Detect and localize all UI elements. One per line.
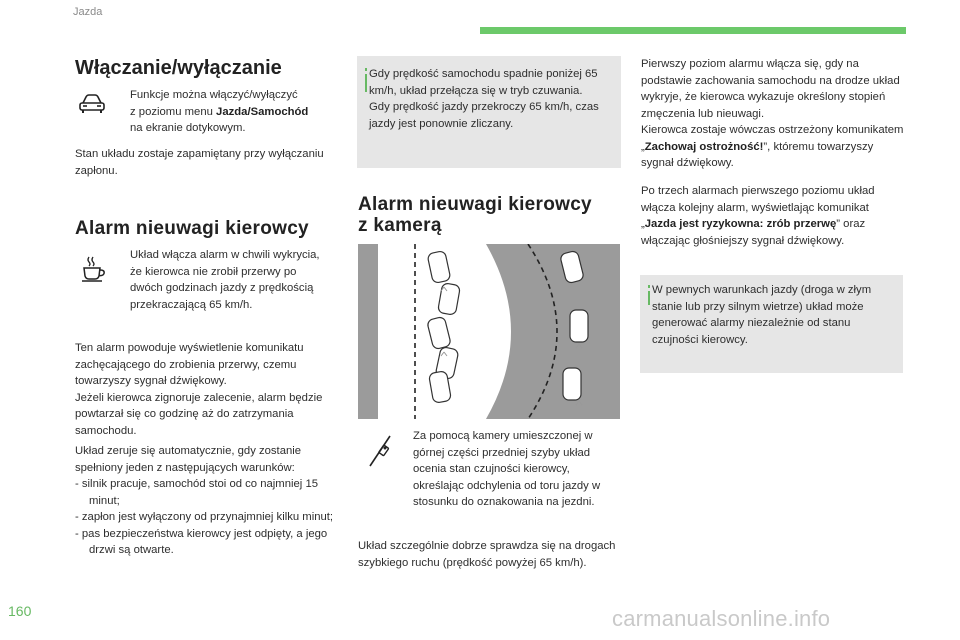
caution-message: Zachowaj ostrożność!: [644, 140, 764, 153]
camera-icon: [368, 434, 394, 468]
lane-deviation-illustration: [358, 244, 620, 419]
reset-conditions-paragraph: Układ zeruje się automatycznie, gdy zostanie spełniony jeden z następujących warunków: - silnik pracuje, samochód stoi od co najmniej 15 minut; - zapłon jest wyłączony od przynajmniej kilku minut; - pas bezpieczeństwa kierowcy jest odpięty, a jego drzwi są otwarte.: [75, 443, 337, 559]
section-header: Jazda: [73, 6, 103, 18]
camera-description: Za pomocą kamery umieszczonej w górnej części przedniej szyby układ ocenia stan czujności kierowcy, określając odchylenia od toru jazdy w stosunku do oznakowania na jezdni.: [413, 430, 601, 508]
watermark: carmanualsonline.info: [612, 606, 831, 631]
first-level-alarm-paragraph: Pierwszy poziom alarmu włącza się, gdy na podstawie zachowania samochodu na drodze układ wykryje, że kierowca wykazuje określony stopień zmęczenia lub nieuwagi. Kierowca zostaje wówczas ostrzeżony komunikatem „Zachowaj ostrożność!”, któremu towarzyszy sygnał dźwiękowy.: [641, 58, 904, 169]
note-marker-bar: [648, 291, 650, 305]
motorway-suitability-text: Układ szczególnie dobrze sprawdza się na drogach szybkiego ruchu (prędkość powyżej 65 km/h).: [358, 540, 616, 569]
second-level-alarm-paragraph: Po trzech alarmach pierwszego poziomu układ włącza kolejny alarm, wyświetlając komunikat „Jazda jest ryzykowna: zrób przerwę” oraz włączając głośniejszy sygnał dźwiękowy.: [641, 185, 875, 247]
note-resume-text: Gdy prędkość jazdy przekroczy 65 km/h, czas jazdy jest ponownie zliczany.: [369, 101, 599, 130]
break-alarm-description: Układ włącza alarm w chwili wykrycia, że kierowca nie zrobił przerwy po dwóch godzinach jazdy z prędkością przekraczającą 65 km/h.: [130, 249, 320, 311]
alarm-message-paragraph: Ten alarm powoduje wyświetlenie komunikatu zachęcającego do zrobienia przerwy, czemu towarzyszy sygnał dźwiękowy. Jeżeli kierowca zignoruje zalecenie, alarm będzie powtarzał się co godzinę aż do zatrzymania samochodu.: [75, 342, 323, 437]
note-marker-dot: [648, 285, 650, 288]
take-break-message: Jazda jest ryzykowna: zrób przerwę: [644, 218, 837, 230]
reset-condition-item: - silnik pracuje, samochód stoi od co najmniej 15 minut;: [75, 478, 319, 507]
heading-enable-disable: Włączanie/wyłączanie: [75, 57, 282, 79]
heading-camera-alarm: Alarm nieuwagi kierowcy z kamerą: [358, 194, 592, 236]
speed-info-note: [357, 56, 621, 168]
header-accent-bar: [480, 27, 906, 34]
heading-driver-attention-alarm: Alarm nieuwagi kierowcy: [75, 218, 309, 239]
coffee-cup-icon: [80, 256, 106, 282]
conditions-warning-note: [640, 275, 903, 373]
page-number: 160: [8, 603, 32, 619]
enable-disable-instruction: Funkcje można włączyć/wyłączyć z poziomu menu Jazda/Samochód na ekranie dotykowym.: [130, 89, 309, 134]
conditions-warning-text: W pewnych warunkach jazdy (droga w złym stanie lub przy silnym wietrze) układ może generować alarmy niezależnie od stanu czujności kierowcy.: [652, 284, 872, 346]
note-marker-dot: [365, 68, 367, 71]
car-icon: [78, 93, 106, 115]
reset-condition-item: - zapłon jest wyłączony od przynajmniej kilku minut;: [75, 511, 334, 523]
note-standby-text: Gdy prędkość samochodu spadnie poniżej 65 km/h, układ przełącza się w tryb czuwania.: [369, 68, 598, 97]
note-marker-bar: [365, 74, 367, 92]
state-memory-text: Stan układu zostaje zapamiętany przy wyłączaniu zapłonu.: [75, 148, 324, 177]
reset-condition-item: - pas bezpieczeństwa kierowcy jest odpięty, a jego drzwi są otwarte.: [75, 527, 328, 556]
